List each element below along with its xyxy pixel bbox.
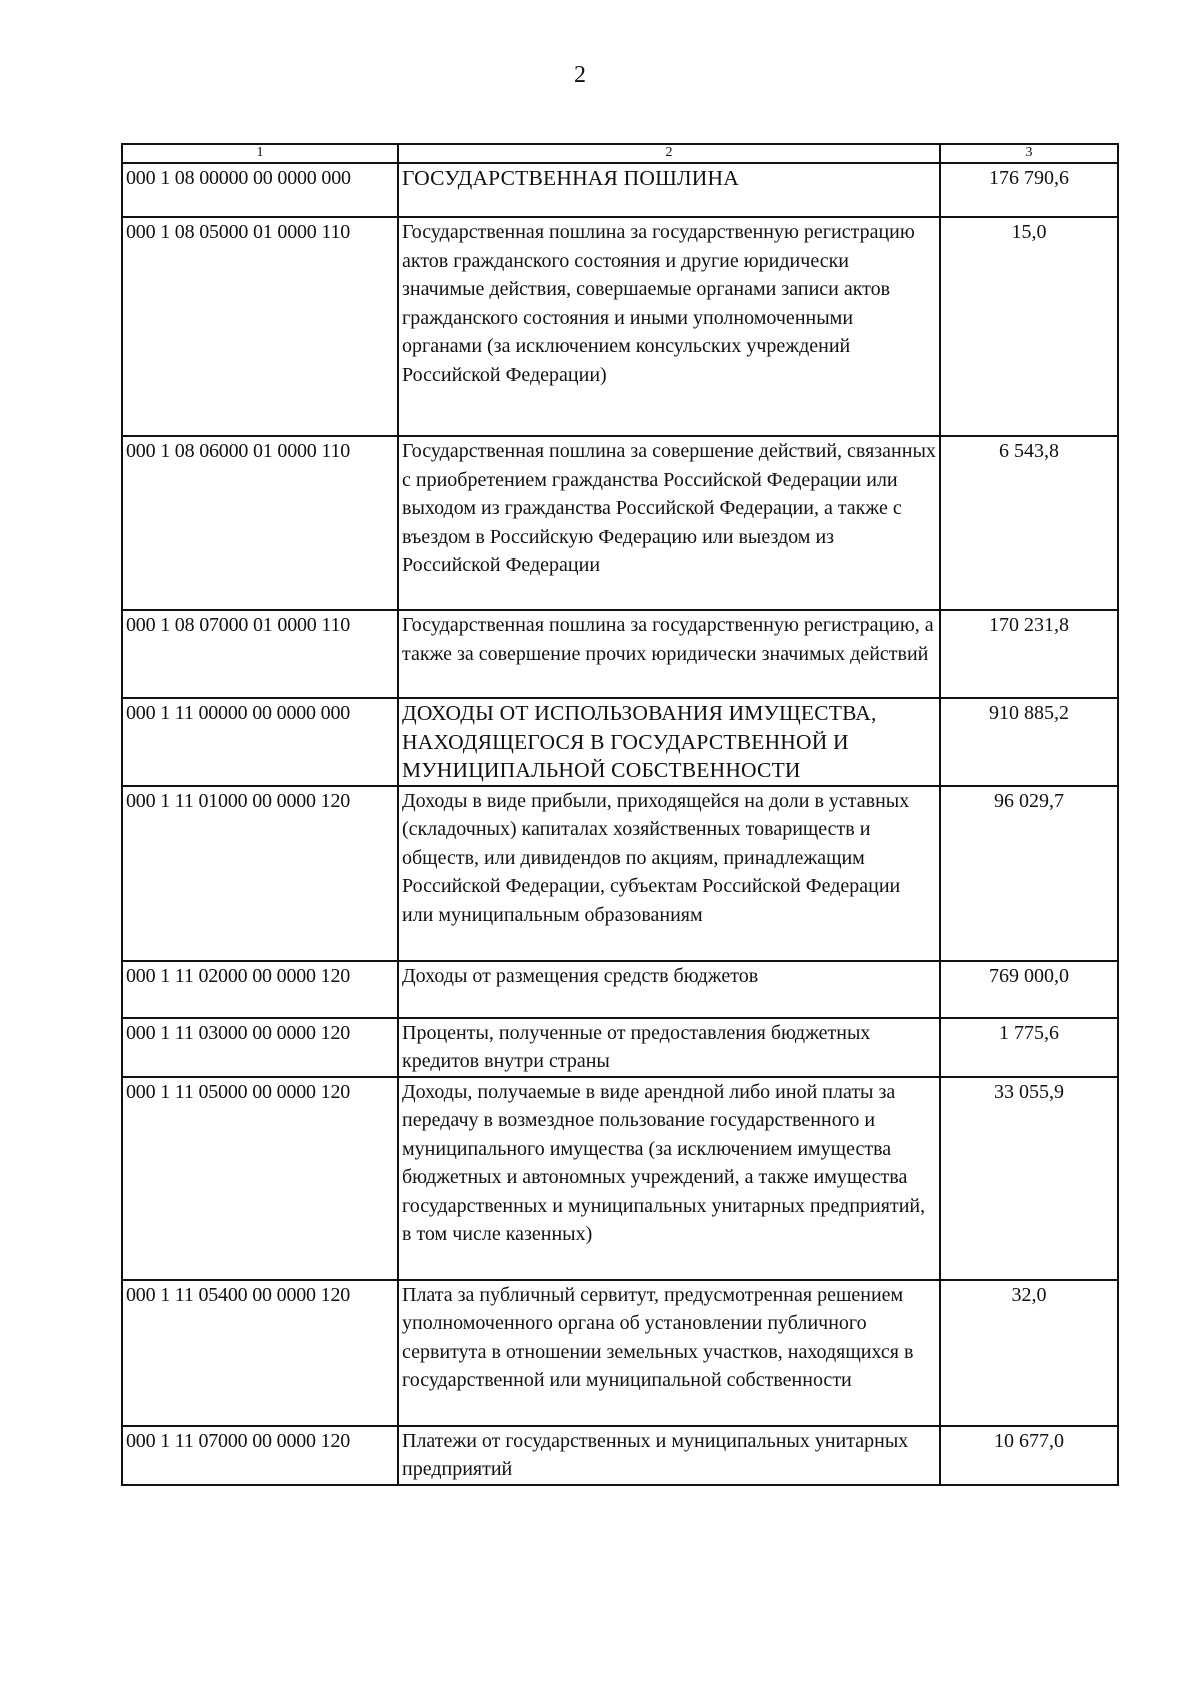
table-row: [122, 698, 1118, 786]
revenue-amount: 15,0: [940, 217, 1118, 436]
table-row: [122, 1426, 1118, 1485]
revenue-description: ГОСУДАРСТВЕННАЯ ПОШЛИНА: [398, 163, 940, 217]
column-header-code: 1: [122, 144, 398, 163]
revenue-description: Доходы, получаемые в виде арендной либо иной платы за передачу в возмездное пользование государственного и муниципального имущества (за исключением имущества бюджетных и автономных учреждений, а также имущества государственных и муниципальных унитарных предприятий, в том числе казенных): [398, 1077, 940, 1280]
revenue-description: Доходы в виде прибыли, приходящейся на доли в уставных (складочных) капиталах хозяйственных товариществ и обществ, или дивидендов по акциям, принадлежащим Российской Федерации, субъектам Российской Федерации или муниципальным образованиям: [398, 786, 940, 961]
table-row: [122, 163, 1118, 217]
budget-code: 000 1 11 03000 00 0000 120: [122, 1018, 398, 1077]
revenue-amount: 176 790,6: [940, 163, 1118, 217]
table-row: [122, 1280, 1118, 1426]
table-row: [122, 610, 1118, 698]
revenue-description: Государственная пошлина за совершение действий, связанных с приобретением гражданства Российской Федерации или выходом из гражданства Российской Федерации, а также с въездом в Российскую Федерацию или выездом из Российской Федерации: [398, 436, 940, 610]
budget-code: 000 1 11 00000 00 0000 000: [122, 698, 398, 786]
revenue-description: Государственная пошлина за государственную регистрацию, а также за совершение прочих юридически значимых действий: [398, 610, 940, 698]
table-row: [122, 786, 1118, 961]
table-row: [122, 436, 1118, 610]
revenue-description: ДОХОДЫ ОТ ИСПОЛЬЗОВАНИЯ ИМУЩЕСТВА, НАХОДЯЩЕГОСЯ В ГОСУДАРСТВЕННОЙ И МУНИЦИПАЛЬНОЙ СОБСТВЕННОСТИ: [398, 698, 940, 786]
budget-code: 000 1 08 06000 01 0000 110: [122, 436, 398, 610]
revenue-description: Проценты, полученные от предоставления бюджетных кредитов внутри страны: [398, 1018, 940, 1077]
revenue-amount: 1 775,6: [940, 1018, 1118, 1077]
table-header-row: [122, 144, 1118, 163]
revenue-amount: 33 055,9: [940, 1077, 1118, 1280]
table-row: [122, 1018, 1118, 1077]
revenue-description: Государственная пошлина за государственную регистрацию актов гражданского состояния и другие юридически значимые действия, совершаемые органами записи актов гражданского состояния и иными уполномоченными органами (за исключением консульских учреждений Российской Федерации): [398, 217, 940, 436]
budget-code: 000 1 08 00000 00 0000 000: [122, 163, 398, 217]
budget-code: 000 1 11 05400 00 0000 120: [122, 1280, 398, 1426]
budget-code: 000 1 11 05000 00 0000 120: [122, 1077, 398, 1280]
budget-code: 000 1 11 07000 00 0000 120: [122, 1426, 398, 1485]
budget-code: 000 1 11 01000 00 0000 120: [122, 786, 398, 961]
budget-code: 000 1 11 02000 00 0000 120: [122, 961, 398, 1018]
table-row: [122, 217, 1118, 436]
revenue-amount: 10 677,0: [940, 1426, 1118, 1485]
budget-revenue-table: [121, 143, 1119, 1486]
table-row: [122, 961, 1118, 1018]
revenue-amount: 910 885,2: [940, 698, 1118, 786]
revenue-description: Платежи от государственных и муниципальных унитарных предприятий: [398, 1426, 940, 1485]
column-header-amount: 3: [940, 144, 1118, 163]
revenue-amount: 96 029,7: [940, 786, 1118, 961]
page-number: 2: [574, 62, 586, 88]
budget-code: 000 1 08 07000 01 0000 110: [122, 610, 398, 698]
revenue-amount: 32,0: [940, 1280, 1118, 1426]
budget-code: 000 1 08 05000 01 0000 110: [122, 217, 398, 436]
revenue-description: Доходы от размещения средств бюджетов: [398, 961, 940, 1018]
revenue-amount: 769 000,0: [940, 961, 1118, 1018]
revenue-amount: 6 543,8: [940, 436, 1118, 610]
revenue-amount: 170 231,8: [940, 610, 1118, 698]
column-header-description: 2: [398, 144, 940, 163]
revenue-description: Плата за публичный сервитут, предусмотренная решением уполномоченного органа об установлении публичного сервитута в отношении земельных участков, находящихся в государственной или муниципальной собственности: [398, 1280, 940, 1426]
table-row: [122, 1077, 1118, 1280]
